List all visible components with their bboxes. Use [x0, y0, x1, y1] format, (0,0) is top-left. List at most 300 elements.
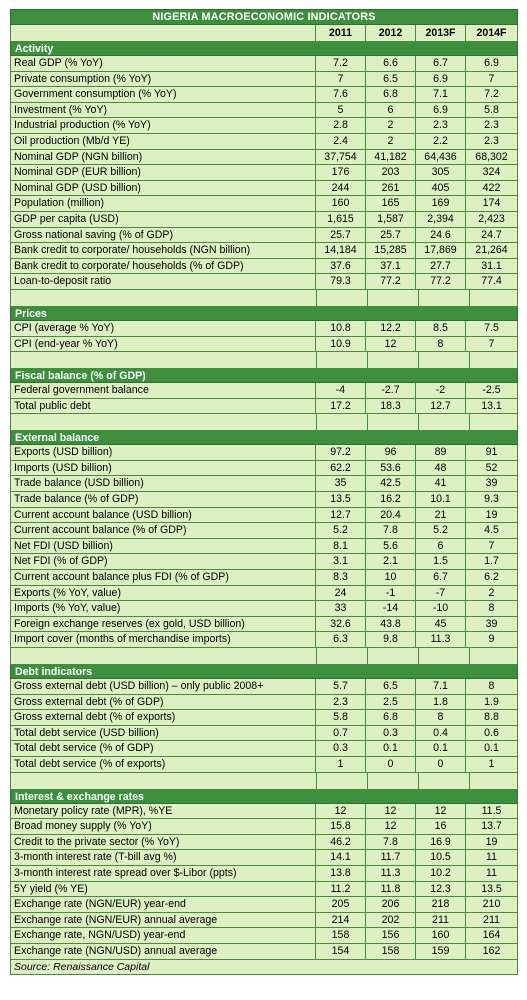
value-cell: 6.8	[366, 710, 416, 725]
value-cell: 97.2	[316, 445, 366, 460]
value-cell: 8.3	[316, 570, 366, 585]
value-cell: 8	[416, 337, 466, 352]
value-cell: 158	[316, 928, 366, 943]
table-row	[10, 243, 518, 259]
value-cell: 160	[416, 928, 466, 943]
row-label: Trade balance (% of GDP)	[10, 492, 316, 507]
column-header-row	[10, 25, 518, 42]
value-cell: 12.3	[416, 882, 466, 897]
value-cell: 7.8	[366, 523, 416, 538]
row-label: Bank credit to corporate/ households (% of GDP)	[10, 259, 316, 274]
table-row	[10, 461, 518, 477]
table-row	[10, 228, 518, 244]
value-cell: 210	[466, 897, 518, 912]
value-cell: 2.3	[466, 118, 518, 133]
value-cell: 11.7	[366, 850, 416, 865]
value-cell: 21	[416, 508, 466, 523]
row-label: Credit to the private sector (% YoY)	[10, 835, 316, 850]
row-label: Population (million)	[10, 196, 316, 211]
value-cell: 0.1	[466, 741, 518, 756]
value-cell: 2,423	[466, 212, 518, 227]
row-label: Foreign exchange reserves (ex gold, USD billion)	[10, 617, 316, 632]
value-cell: 202	[366, 913, 416, 928]
table-row	[10, 804, 518, 820]
value-cell: 174	[466, 196, 518, 211]
value-cell: 31.1	[466, 259, 518, 274]
value-cell: 6.3	[316, 632, 366, 647]
row-label: Exports (USD billion)	[10, 445, 316, 460]
value-cell: 11.2	[316, 882, 366, 897]
value-cell: 4.5	[466, 523, 518, 538]
value-cell: 7.1	[416, 87, 466, 102]
value-cell: 91	[466, 445, 518, 460]
value-cell: 6.9	[466, 56, 518, 71]
value-cell: 24	[316, 586, 366, 601]
value-cell: 37.1	[366, 259, 416, 274]
row-label: CPI (end-year % YoY)	[10, 337, 316, 352]
value-cell: 5.7	[316, 679, 366, 694]
value-cell: 7	[316, 72, 366, 87]
table-row	[10, 445, 518, 461]
value-cell: 156	[366, 928, 416, 943]
row-label: Nominal GDP (USD billion)	[10, 181, 316, 196]
value-cell: 12	[366, 337, 416, 352]
value-cell: 11	[466, 866, 518, 881]
row-label: Nominal GDP (NGN billion)	[10, 150, 316, 165]
value-cell: 13.1	[466, 399, 518, 414]
value-cell: 244	[316, 181, 366, 196]
value-cell: 11.5	[466, 804, 518, 819]
value-cell: 5.8	[316, 710, 366, 725]
row-label: Import cover (months of merchandise imports)	[10, 632, 316, 647]
value-cell: 218	[416, 897, 466, 912]
table-body	[10, 42, 518, 960]
value-cell: 2	[466, 586, 518, 601]
value-cell: 37,754	[316, 150, 366, 165]
value-cell: -2.5	[466, 383, 518, 398]
table-row	[10, 928, 518, 944]
value-cell: 5.6	[366, 539, 416, 554]
row-label: Exports (% YoY, value)	[10, 586, 316, 601]
section-header: Interest & exchange rates	[10, 790, 518, 804]
table-row	[10, 274, 518, 290]
value-cell: 160	[316, 196, 366, 211]
value-cell: 2	[366, 118, 416, 133]
column-header: 2011	[316, 25, 366, 41]
value-cell: 162	[466, 944, 518, 959]
value-cell: 10.5	[416, 850, 466, 865]
section-header: Fiscal balance (% of GDP)	[10, 369, 518, 383]
value-cell: 7.1	[416, 679, 466, 694]
value-cell: 1,615	[316, 212, 366, 227]
value-cell: 1	[316, 757, 366, 772]
value-cell: 11.8	[366, 882, 416, 897]
row-label: Exchange rate, NGN/USD) year-end	[10, 928, 316, 943]
row-label: Gross external debt (% of exports)	[10, 710, 316, 725]
value-cell: 13.7	[466, 819, 518, 834]
row-label: Total debt service (% of exports)	[10, 757, 316, 772]
table-row	[10, 897, 518, 913]
value-cell: 1.8	[416, 695, 466, 710]
section-header: Prices	[10, 307, 518, 321]
row-label: GDP per capita (USD)	[10, 212, 316, 227]
value-cell: 206	[366, 897, 416, 912]
value-cell: 89	[416, 445, 466, 460]
value-cell: 2.2	[416, 134, 466, 149]
row-label: CPI (average % YoY)	[10, 321, 316, 336]
row-label: Total public debt	[10, 399, 316, 414]
value-cell: 96	[366, 445, 416, 460]
value-cell: 1	[466, 757, 518, 772]
row-label: Current account balance (% of GDP)	[10, 523, 316, 538]
value-cell: 12	[316, 804, 366, 819]
table-row	[10, 103, 518, 119]
value-cell: 8.5	[416, 321, 466, 336]
value-cell: 16.9	[416, 835, 466, 850]
value-cell: 24.6	[416, 228, 466, 243]
section-header: External balance	[10, 431, 518, 445]
row-label: Imports (% YoY, value)	[10, 601, 316, 616]
row-label: Bank credit to corporate/ households (NGN billion)	[10, 243, 316, 258]
value-cell: 422	[466, 181, 518, 196]
value-cell: 13.8	[316, 866, 366, 881]
value-cell: 9	[466, 632, 518, 647]
row-label: Government consumption (% YoY)	[10, 87, 316, 102]
table-row	[10, 212, 518, 228]
value-cell: 46.2	[316, 835, 366, 850]
table-row	[10, 118, 518, 134]
value-cell: 25.7	[316, 228, 366, 243]
table-row	[10, 150, 518, 166]
value-cell: 15,285	[366, 243, 416, 258]
value-cell: 7	[466, 539, 518, 554]
value-cell: 43.8	[366, 617, 416, 632]
value-cell: 77.4	[466, 274, 518, 289]
value-cell: 1,587	[366, 212, 416, 227]
table-row	[10, 56, 518, 72]
value-cell: 0.4	[416, 726, 466, 741]
value-cell: 14,184	[316, 243, 366, 258]
value-cell: -7	[416, 586, 466, 601]
table-row	[10, 866, 518, 882]
table-row	[10, 617, 518, 633]
value-cell: 0.3	[316, 741, 366, 756]
value-cell: 5	[316, 103, 366, 118]
value-cell: 16	[416, 819, 466, 834]
section-spacer	[10, 414, 518, 431]
table-row	[10, 337, 518, 353]
value-cell: 35	[316, 476, 366, 491]
value-cell: 77.2	[366, 274, 416, 289]
row-label: Oil production (Mb/d YE)	[10, 134, 316, 149]
row-label: Exchange rate (NGN/EUR) annual average	[10, 913, 316, 928]
row-label: Gross national saving (% of GDP)	[10, 228, 316, 243]
table-row	[10, 944, 518, 960]
value-cell: 37.6	[316, 259, 366, 274]
value-cell: 25.7	[366, 228, 416, 243]
row-label: Exchange rate (NGN/USD) annual average	[10, 944, 316, 959]
value-cell: 24.7	[466, 228, 518, 243]
value-cell: 39	[466, 476, 518, 491]
value-cell: 6.6	[366, 56, 416, 71]
value-cell: 15.8	[316, 819, 366, 834]
value-cell: -10	[416, 601, 466, 616]
value-cell: 12	[416, 804, 466, 819]
row-label: Net FDI (USD billion)	[10, 539, 316, 554]
table-row	[10, 259, 518, 275]
table-row	[10, 835, 518, 851]
value-cell: 32.6	[316, 617, 366, 632]
value-cell: 11	[466, 850, 518, 865]
value-cell: 2.8	[316, 118, 366, 133]
value-cell: 7.6	[316, 87, 366, 102]
value-cell: 10.1	[416, 492, 466, 507]
row-label: Current account balance plus FDI (% of GDP)	[10, 570, 316, 585]
value-cell: 176	[316, 165, 366, 180]
column-header: 2013F	[416, 25, 466, 41]
value-cell: 21,264	[466, 243, 518, 258]
value-cell: 2.4	[316, 134, 366, 149]
table-row	[10, 757, 518, 773]
value-cell: 12.2	[366, 321, 416, 336]
value-cell: 12	[366, 804, 416, 819]
row-label: 5Y yield (% YE)	[10, 882, 316, 897]
value-cell: 8.1	[316, 539, 366, 554]
value-cell: 2,394	[416, 212, 466, 227]
value-cell: 64,436	[416, 150, 466, 165]
value-cell: -14	[366, 601, 416, 616]
row-label: Exchange rate (NGN/EUR) year-end	[10, 897, 316, 912]
value-cell: 0.6	[466, 726, 518, 741]
table-row	[10, 819, 518, 835]
table-row	[10, 679, 518, 695]
value-cell: 16.2	[366, 492, 416, 507]
value-cell: 48	[416, 461, 466, 476]
section-header: Activity	[10, 42, 518, 56]
value-cell: 10.8	[316, 321, 366, 336]
value-cell: 62.2	[316, 461, 366, 476]
value-cell: 261	[366, 181, 416, 196]
section-spacer	[10, 352, 518, 369]
value-cell: 324	[466, 165, 518, 180]
row-label: Broad money supply (% YoY)	[10, 819, 316, 834]
value-cell: 6.5	[366, 72, 416, 87]
value-cell: 19	[466, 508, 518, 523]
value-cell: 77.2	[416, 274, 466, 289]
table-row	[10, 539, 518, 555]
value-cell: 5.2	[416, 523, 466, 538]
value-cell: 11.3	[416, 632, 466, 647]
value-cell: 6.9	[416, 103, 466, 118]
value-cell: 5.2	[316, 523, 366, 538]
value-cell: 1.7	[466, 554, 518, 569]
value-cell: 7	[466, 337, 518, 352]
table-row	[10, 554, 518, 570]
row-label: Trade balance (USD billion)	[10, 476, 316, 491]
value-cell: -1	[366, 586, 416, 601]
value-cell: 9.8	[366, 632, 416, 647]
value-cell: 9.3	[466, 492, 518, 507]
value-cell: 0.7	[316, 726, 366, 741]
row-label: Gross external debt (% of GDP)	[10, 695, 316, 710]
table-row	[10, 181, 518, 197]
value-cell: 7	[466, 72, 518, 87]
value-cell: 8	[466, 601, 518, 616]
table-row	[10, 383, 518, 399]
value-cell: -2.7	[366, 383, 416, 398]
value-cell: 214	[316, 913, 366, 928]
value-cell: 6.2	[466, 570, 518, 585]
table-row	[10, 134, 518, 150]
table-row	[10, 321, 518, 337]
table-row	[10, 399, 518, 415]
value-cell: 17.2	[316, 399, 366, 414]
table-row	[10, 726, 518, 742]
value-cell: 6.9	[416, 72, 466, 87]
value-cell: 7.2	[316, 56, 366, 71]
table-row	[10, 632, 518, 648]
value-cell: -2	[416, 383, 466, 398]
value-cell: 6.7	[416, 570, 466, 585]
row-label: Nominal GDP (EUR billion)	[10, 165, 316, 180]
value-cell: 169	[416, 196, 466, 211]
value-cell: 165	[366, 196, 416, 211]
value-cell: 7.8	[366, 835, 416, 850]
table-row	[10, 87, 518, 103]
value-cell: 8.8	[466, 710, 518, 725]
value-cell: 68,302	[466, 150, 518, 165]
value-cell: 42.5	[366, 476, 416, 491]
value-cell: 0	[366, 757, 416, 772]
value-cell: 305	[416, 165, 466, 180]
value-cell: 20.4	[366, 508, 416, 523]
value-cell: 0.1	[366, 741, 416, 756]
table-row	[10, 586, 518, 602]
value-cell: 39	[466, 617, 518, 632]
value-cell: 0.1	[416, 741, 466, 756]
value-cell: 5.8	[466, 103, 518, 118]
value-cell: 33	[316, 601, 366, 616]
value-cell: 205	[316, 897, 366, 912]
table-row	[10, 523, 518, 539]
value-cell: 159	[416, 944, 466, 959]
value-cell: 52	[466, 461, 518, 476]
value-cell: 6.5	[366, 679, 416, 694]
table-row	[10, 492, 518, 508]
value-cell: 2.3	[466, 134, 518, 149]
value-cell: 14.1	[316, 850, 366, 865]
value-cell: 7.2	[466, 87, 518, 102]
header-blank	[10, 25, 316, 41]
value-cell: 19	[466, 835, 518, 850]
row-label: Total debt service (USD billion)	[10, 726, 316, 741]
row-label: 3-month interest rate spread over $-Libor (ppts)	[10, 866, 316, 881]
column-header: 2012	[366, 25, 416, 41]
section-spacer	[10, 290, 518, 307]
row-label: Loan-to-deposit ratio	[10, 274, 316, 289]
row-label: Imports (USD billion)	[10, 461, 316, 476]
value-cell: 8	[466, 679, 518, 694]
value-cell: 3.1	[316, 554, 366, 569]
value-cell: 158	[366, 944, 416, 959]
row-label: Industrial production (% YoY)	[10, 118, 316, 133]
table-row	[10, 476, 518, 492]
source-note: Source: Renaissance Capital	[10, 960, 518, 975]
value-cell: 41	[416, 476, 466, 491]
value-cell: 17,869	[416, 243, 466, 258]
value-cell: 211	[416, 913, 466, 928]
value-cell: 405	[416, 181, 466, 196]
value-cell: 45	[416, 617, 466, 632]
value-cell: 1.5	[416, 554, 466, 569]
section-spacer	[10, 773, 518, 790]
row-label: Private consumption (% YoY)	[10, 72, 316, 87]
table-row	[10, 196, 518, 212]
value-cell: 203	[366, 165, 416, 180]
indicators-table	[10, 9, 518, 975]
value-cell: -4	[316, 383, 366, 398]
value-cell: 164	[466, 928, 518, 943]
value-cell: 0.3	[366, 726, 416, 741]
value-cell: 154	[316, 944, 366, 959]
table-row	[10, 882, 518, 898]
value-cell: 12	[366, 819, 416, 834]
value-cell: 2.3	[316, 695, 366, 710]
table-title: NIGERIA MACROECONOMIC INDICATORS	[10, 9, 518, 25]
value-cell: 8	[416, 710, 466, 725]
value-cell: 10.9	[316, 337, 366, 352]
value-cell: 13.5	[316, 492, 366, 507]
table-row	[10, 72, 518, 88]
row-label: 3-month interest rate (T-bill avg %)	[10, 850, 316, 865]
value-cell: 2.5	[366, 695, 416, 710]
row-label: Gross external debt (USD billion) – only public 2008+	[10, 679, 316, 694]
value-cell: 6	[416, 539, 466, 554]
row-label: Net FDI (% of GDP)	[10, 554, 316, 569]
value-cell: 53.6	[366, 461, 416, 476]
value-cell: 7.5	[466, 321, 518, 336]
value-cell: 79.3	[316, 274, 366, 289]
value-cell: 6.8	[366, 87, 416, 102]
table-row	[10, 741, 518, 757]
row-label: Real GDP (% YoY)	[10, 56, 316, 71]
table-row	[10, 695, 518, 711]
table-row	[10, 710, 518, 726]
value-cell: 0	[416, 757, 466, 772]
row-label: Monetary policy rate (MPR), %YE	[10, 804, 316, 819]
table-row	[10, 913, 518, 929]
value-cell: 41,182	[366, 150, 416, 165]
value-cell: 12.7	[316, 508, 366, 523]
value-cell: 13.5	[466, 882, 518, 897]
table-row	[10, 850, 518, 866]
value-cell: 11.3	[366, 866, 416, 881]
value-cell: 27.7	[416, 259, 466, 274]
value-cell: 18.3	[366, 399, 416, 414]
value-cell: 12.7	[416, 399, 466, 414]
row-label: Investment (% YoY)	[10, 103, 316, 118]
row-label: Federal government balance	[10, 383, 316, 398]
table-row	[10, 165, 518, 181]
value-cell: 10	[366, 570, 416, 585]
row-label: Total debt service (% of GDP)	[10, 741, 316, 756]
row-label: Current account balance (USD billion)	[10, 508, 316, 523]
table-row	[10, 601, 518, 617]
table-row	[10, 570, 518, 586]
value-cell: 6	[366, 103, 416, 118]
value-cell: 211	[466, 913, 518, 928]
table-row	[10, 508, 518, 524]
